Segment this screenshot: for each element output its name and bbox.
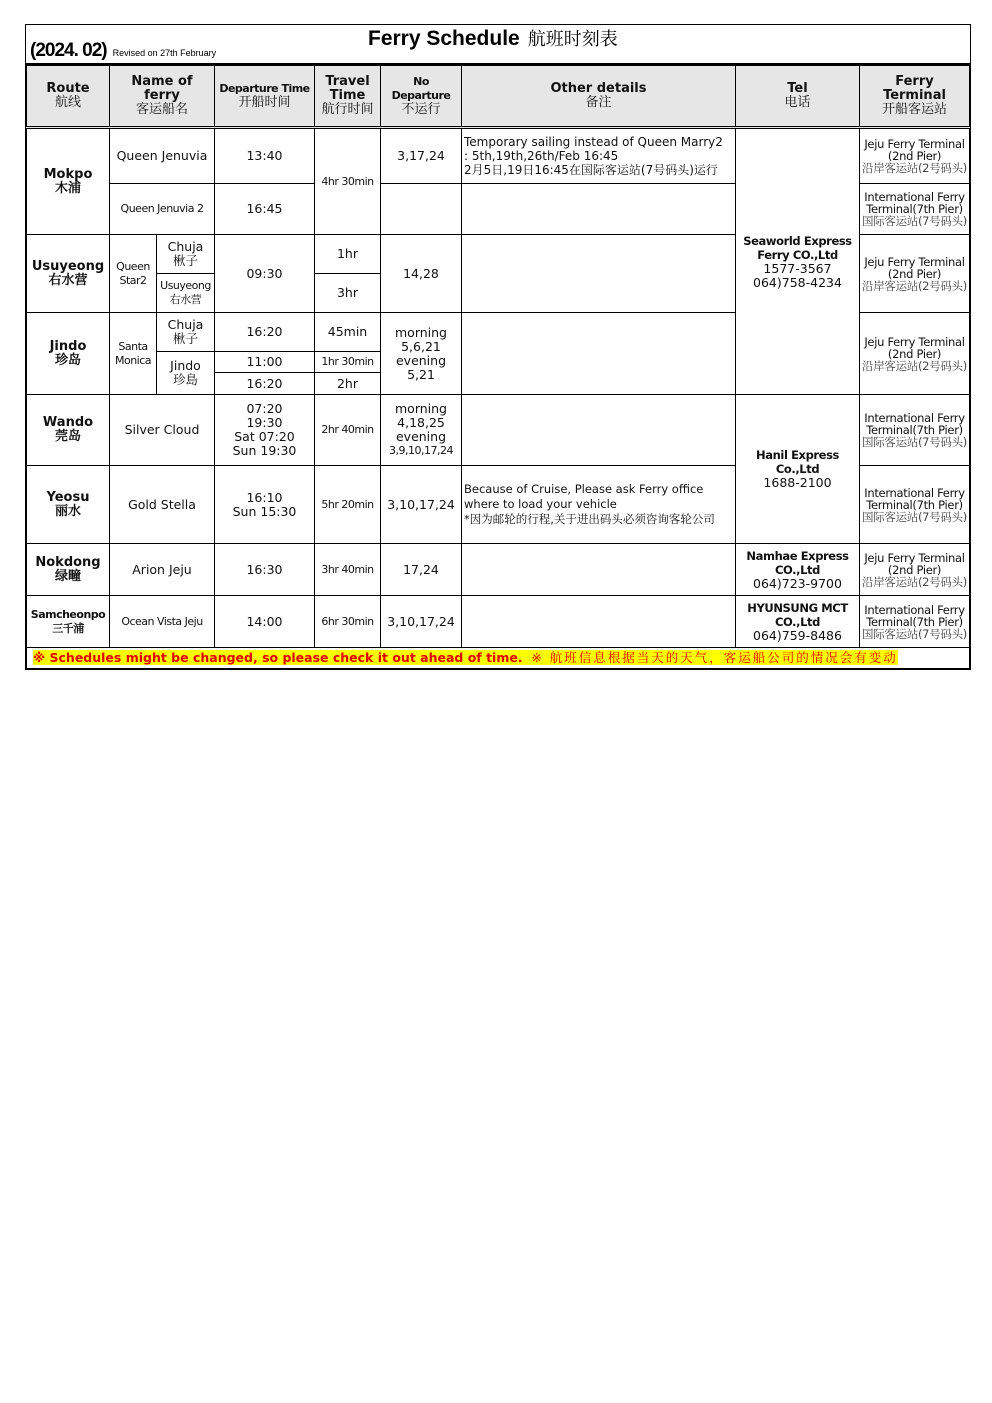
travel-time: 2hr (315, 373, 381, 395)
ferry-name: Queen Jenuvia (110, 128, 215, 184)
no-departure (381, 184, 462, 235)
terminal-cell: Jeju Ferry Terminal (2nd Pier) 沿岸客运站(2号码头) (860, 313, 970, 395)
terminal-cell: International Ferry Terminal(7th Pier) 国际客运站(7号码头) (860, 596, 970, 648)
stop-cell: Usuyeong 右水营 (157, 274, 215, 313)
departure-time: 14:00 (215, 596, 315, 648)
ferry-name: Santa Monica (110, 313, 157, 395)
other-details (462, 395, 736, 466)
departure-time: 16:10 Sun 15:30 (215, 466, 315, 544)
ferry-name: Queen Star2 (110, 235, 157, 313)
period-label: (2024. 02) (30, 40, 107, 61)
notice-row (27, 648, 970, 669)
col-departure: Departure Time 开船时间 (215, 66, 315, 128)
travel-time: 1hr (315, 235, 381, 274)
no-departure: 17,24 (381, 544, 462, 596)
terminal-cell: Jeju Ferry Terminal (2nd Pier) 沿岸客运站(2号码头) (860, 235, 970, 313)
table-row (27, 596, 970, 648)
other-details (462, 313, 736, 395)
route-cell: Mokpo 木浦 (27, 128, 110, 235)
ferry-schedule-sheet (25, 24, 971, 670)
departure-time: 09:30 (215, 235, 315, 313)
notice-cn: ※ 航班信息根据当天的天气，客运船公司的情况会有变动 (531, 650, 898, 665)
terminal-cell: International Ferry Terminal(7th Pier) 国际客运站(7号码头) (860, 395, 970, 466)
col-route: Route 航线 (27, 66, 110, 128)
col-tel: Tel 电话 (736, 66, 860, 128)
travel-time: 3hr (315, 274, 381, 313)
col-other: Other details 备注 (462, 66, 736, 128)
other-details: Because of Cruise, Please ask Ferry office where to load your vehicle *因为邮轮的行程,关于进出码头必须咨询客轮公司 (462, 466, 736, 544)
travel-time: 2hr 40min (315, 395, 381, 466)
col-travel: Travel Time 航行时间 (315, 66, 381, 128)
departure-time: 16:20 (215, 313, 315, 352)
other-details: Temporary sailing instead of Queen Marry2 : 5th,19th,26th/Feb 16:45 2月5日,19日16:45在国际客运站(7号码头)运行 (462, 128, 736, 184)
no-departure: morning 5,6,21 evening 5,21 (381, 313, 462, 395)
departure-time: 13:40 (215, 128, 315, 184)
no-departure: 3,10,17,24 (381, 466, 462, 544)
terminal-cell: Jeju Ferry Terminal (2nd Pier) 沿岸客运站(2号码头) (860, 544, 970, 596)
col-no-departure: No Departure 不运行 (381, 66, 462, 128)
stop-cell: Chuja 楸子 (157, 235, 215, 274)
departure-time: 07:20 19:30 Sat 07:20 Sun 19:30 (215, 395, 315, 466)
header-row (27, 66, 970, 128)
table-row (27, 128, 970, 184)
notice-cell (27, 648, 970, 669)
travel-time: 3hr 40min (315, 544, 381, 596)
route-cell: Samcheonpo 三千浦 (27, 596, 110, 648)
route-cell: Jindo 珍岛 (27, 313, 110, 395)
tel-cell: Namhae Express CO.,Ltd 064)723-9700 (736, 544, 860, 596)
other-details (462, 544, 736, 596)
travel-time: 5hr 20min (315, 466, 381, 544)
schedule-table (26, 65, 970, 669)
route-cell: Nokdong 绿疃 (27, 544, 110, 596)
tel-cell: Seaworld Express Ferry CO.,Ltd 1577-3567 064)758-4234 (736, 128, 860, 395)
travel-time: 1hr 30min (315, 352, 381, 373)
route-cell: Wando 莞岛 (27, 395, 110, 466)
other-details (462, 235, 736, 313)
departure-time: 16:45 (215, 184, 315, 235)
other-details (462, 596, 736, 648)
page-title (368, 25, 618, 51)
no-departure: 3,17,24 (381, 128, 462, 184)
no-departure: 3,10,17,24 (381, 596, 462, 648)
no-departure: morning 4,18,25 evening 3,9,10,17,24 (381, 395, 462, 466)
title-cn: 航班时刻表 (527, 29, 618, 49)
col-ferry: Name of ferry 客运船名 (110, 66, 215, 128)
travel-time: 4hr 30min (315, 128, 381, 235)
revised-note: Revised on 27th February (112, 48, 217, 58)
departure-time: 11:00 (215, 352, 315, 373)
title-bar (26, 25, 970, 65)
ferry-name: Arion Jeju (110, 544, 215, 596)
period (30, 40, 216, 62)
terminal-cell: International Ferry Terminal(7th Pier) 国际客运站(7号码头) (860, 466, 970, 544)
departure-time: 16:20 (215, 373, 315, 395)
table-row (27, 395, 970, 466)
travel-time: 45min (315, 313, 381, 352)
terminal-cell: Jeju Ferry Terminal (2nd Pier) 沿岸客运站(2号码头) (860, 128, 970, 184)
terminal-cell: International Ferry Terminal(7th Pier) 国际客运站(7号码头) (860, 184, 970, 235)
other-details (462, 184, 736, 235)
route-cell: Yeosu 丽水 (27, 466, 110, 544)
ferry-name: Silver Cloud (110, 395, 215, 466)
tel-cell: Hanil Express Co.,Ltd 1688-2100 (736, 395, 860, 544)
travel-time: 6hr 30min (315, 596, 381, 648)
ferry-name: Gold Stella (110, 466, 215, 544)
ferry-name: Queen Jenuvia 2 (110, 184, 215, 235)
tel-cell: HYUNSUNG MCT CO.,Ltd 064)759-8486 (736, 596, 860, 648)
notice-en: ※ Schedules might be changed, so please check it out ahead of time. (33, 650, 523, 665)
col-terminal: Ferry Terminal 开船客运站 (860, 66, 970, 128)
departure-time: 16:30 (215, 544, 315, 596)
title-en: Ferry Schedule (368, 27, 520, 50)
stop-cell: Chuja 楸子 (157, 313, 215, 352)
route-cell: Usuyeong 右水营 (27, 235, 110, 313)
no-departure: 14,28 (381, 235, 462, 313)
table-row (27, 544, 970, 596)
stop-cell: Jindo 珍島 (157, 352, 215, 395)
ferry-name: Ocean Vista Jeju (110, 596, 215, 648)
